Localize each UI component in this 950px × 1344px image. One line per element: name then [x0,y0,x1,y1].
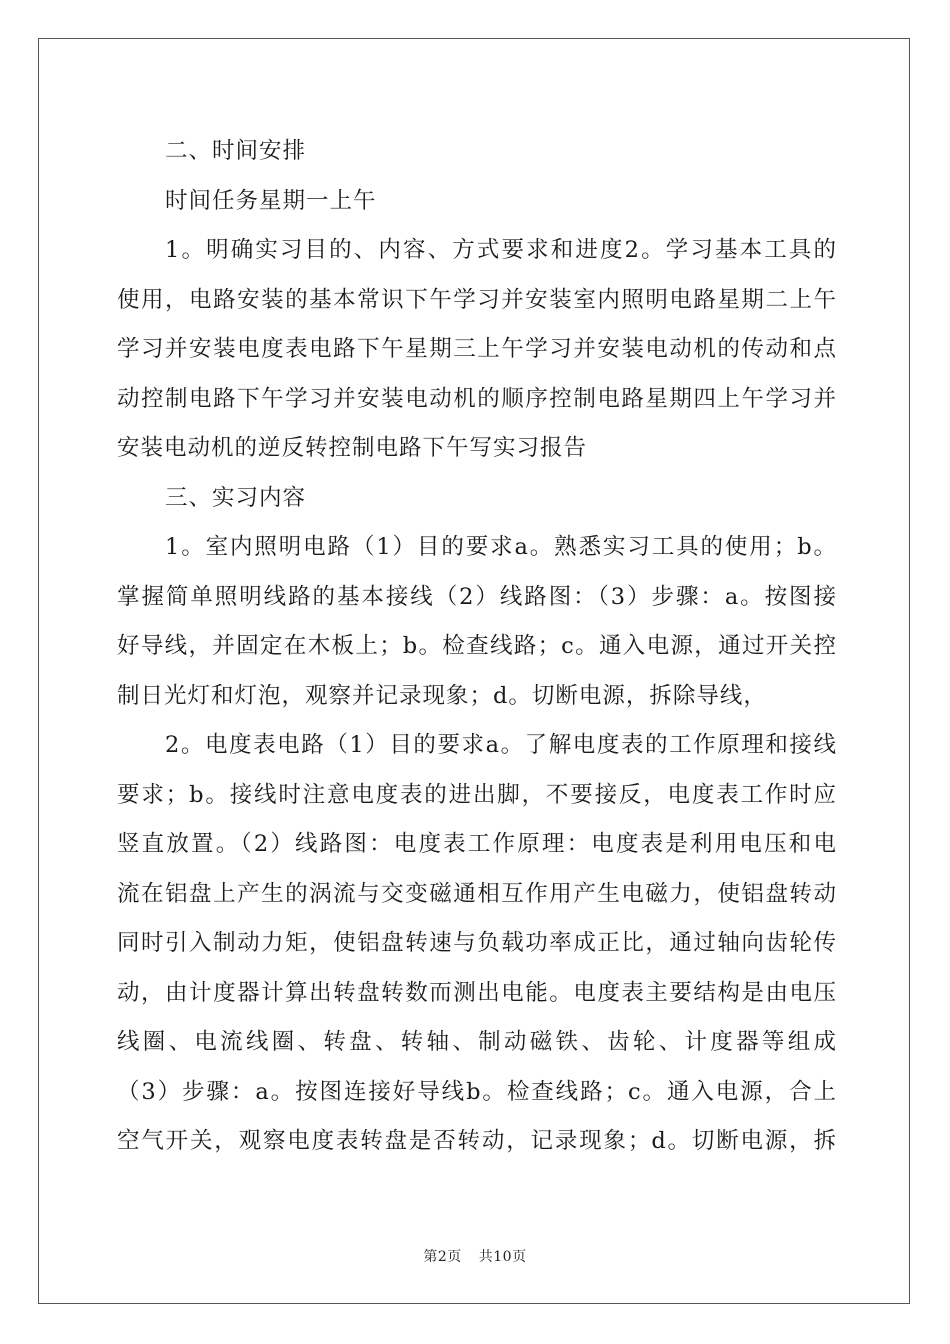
text-line: 三、实习内容 [165,484,307,511]
document-body [117,127,837,1167]
text-line: 时间任务星期一上午 [165,187,377,214]
text-line: 2。电度表电路（1）目的要求a。了解电度表的工作原理和接线 [165,732,837,758]
text-line: 1。明确实习目的、内容、方式要求和进度2。学习基本工具的 [165,237,837,263]
text-line: 动控制电路下午学习并安装电动机的顺序控制电路星期四上午学习并 [117,385,837,412]
text-line: 安装电动机的逆反转控制电路下午写实习报告 [117,435,588,461]
text-line: 流在铝盘上产生的涡流与交变磁通相互作用产生电磁力，使铝盘转动 [117,880,837,907]
text-line: 竖直放置。（2）线路图：电度表工作原理：电度表是利用电压和电 [117,831,837,857]
text-line: 掌握简单照明线路的基本接线（2）线路图：（3）步骤：a。按图接 [117,583,837,610]
text-line: 同时引入制动力矩，使铝盘转速与负载功率成正比，通过轴向齿轮传 [117,930,837,956]
text-line: 二、时间安排 [165,138,307,164]
text-line: 动，由计度器计算出转盘转数而测出电能。电度表主要结构是由电压 [117,979,837,1006]
total-pages: 共10页 [478,1249,527,1265]
text-line: 好导线，并固定在木板上；b。检查线路；c。通入电源，通过开关控 [117,633,837,659]
text-line: 制日光灯和灯泡，观察并记录现象；d。切断电源，拆除导线， [117,682,767,709]
text-line: 学习并安装电度表电路下午星期三上午学习并安装电动机的传动和点 [117,336,837,362]
current-page: 第2页 [423,1249,462,1265]
text-line: 使用，电路安装的基本常识下午学习并安装室内照明电路星期二上午 [117,286,837,313]
text-line: 线圈、电流线圈、转盘、转轴、制动磁铁、齿轮、计度器等组成 [117,1029,837,1055]
text-line: 要求；b。接线时注意电度表的进出脚，不要接反，电度表工作时应 [117,781,837,808]
text-line: （3）步骤：a。按图连接好导线b。检查线路；c。通入电源，合上 [117,1078,837,1105]
page-footer [0,1246,950,1266]
text-line: 空气开关，观察电度表转盘是否转动，记录现象；d。切断电源，拆 [117,1128,837,1154]
text-line: 1。室内照明电路（1）目的要求a。熟悉实习工具的使用；b。 [165,534,837,560]
